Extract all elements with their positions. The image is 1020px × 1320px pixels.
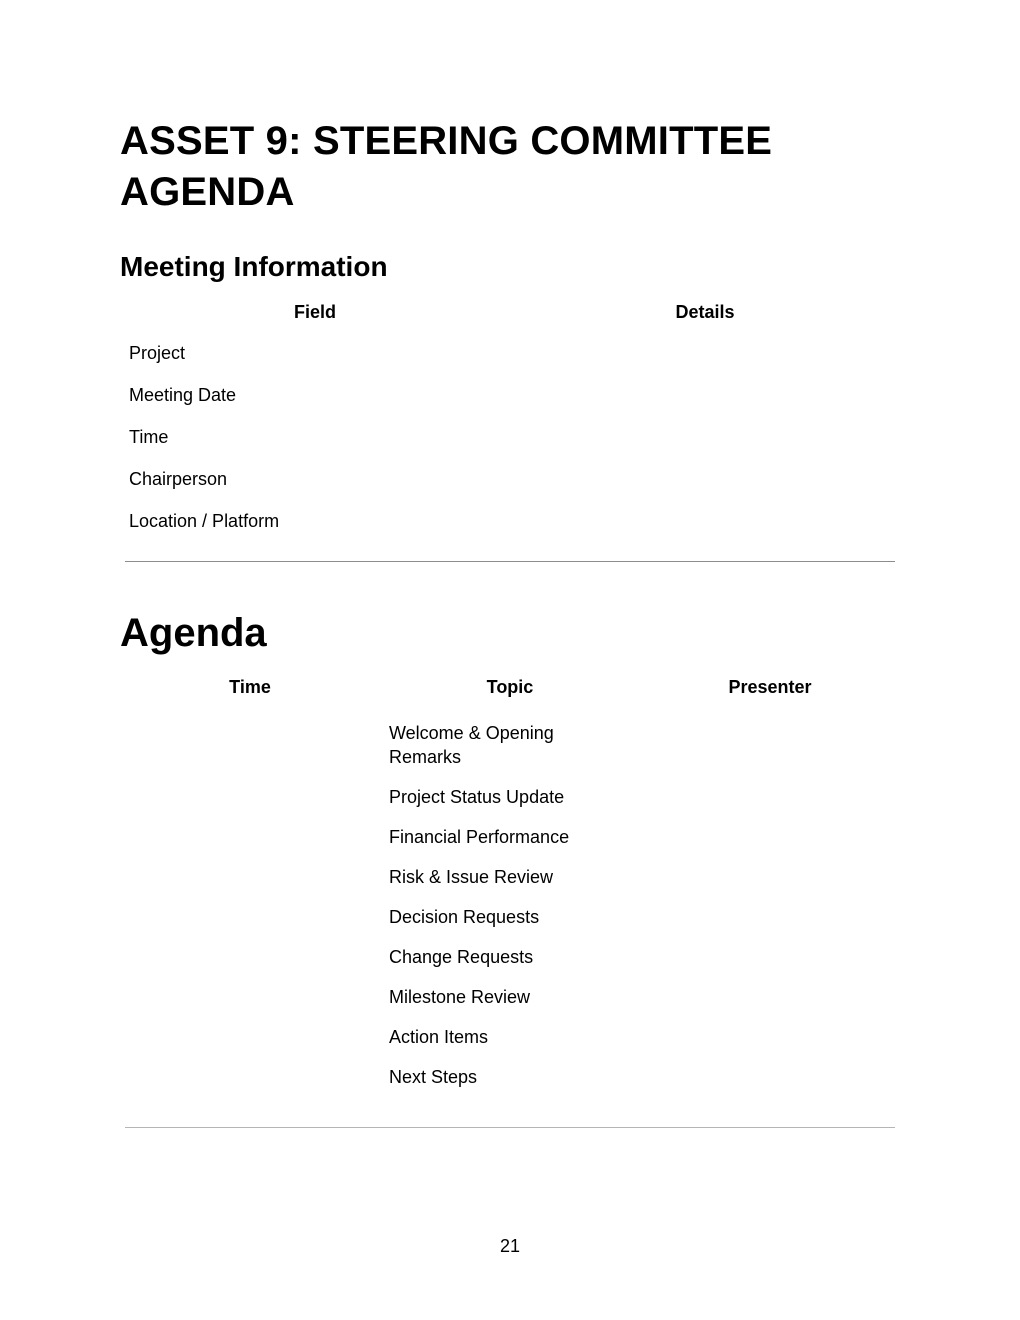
presenter-cell: [640, 1009, 900, 1049]
column-header-topic: Topic: [486, 677, 534, 697]
agenda-table: [120, 677, 900, 1089]
column-header-presenter: Presenter: [728, 677, 812, 697]
details-cell: [510, 458, 900, 500]
topic-cell: [380, 703, 640, 769]
presenter-cell: [640, 809, 900, 849]
table-row: [120, 416, 900, 458]
meeting-information-table: [120, 302, 900, 542]
topic-text: Next Steps: [389, 1067, 478, 1087]
topic-cell: [380, 889, 640, 929]
presenter-cell: [640, 1049, 900, 1089]
time-cell: [120, 969, 380, 1009]
time-cell: [120, 703, 380, 769]
topic-text: Risk & Issue Review: [389, 867, 554, 887]
field-cell: Chairperson: [129, 469, 228, 489]
time-cell: [120, 889, 380, 929]
column-header-details: Details: [675, 302, 735, 322]
field-cell: Time: [129, 427, 169, 447]
presenter-cell: [640, 969, 900, 1009]
table-row: [120, 703, 900, 769]
topic-text: Decision Requests: [389, 907, 540, 927]
table-row: [120, 328, 900, 374]
time-cell: [120, 849, 380, 889]
document-title: ASSET 9: STEERING COMMITTEE AGENDA: [120, 119, 773, 214]
topic-text: Financial Performance: [389, 827, 570, 847]
table-row: [120, 458, 900, 500]
table-row: [120, 969, 900, 1009]
field-cell: Location / Platform: [129, 511, 280, 531]
topic-text: Welcome & Opening Remarks: [389, 723, 554, 767]
presenter-cell: [640, 929, 900, 969]
table-header-row: [120, 302, 900, 328]
table-row: [120, 1049, 900, 1089]
details-cell: [510, 328, 900, 374]
column-header-field: Field: [293, 302, 336, 322]
details-cell: [510, 500, 900, 542]
presenter-cell: [640, 889, 900, 929]
time-cell: [120, 1009, 380, 1049]
topic-cell: [380, 1009, 640, 1049]
topic-cell: [380, 969, 640, 1009]
table-row: [120, 374, 900, 416]
table-row: [120, 769, 900, 809]
details-cell: [510, 374, 900, 416]
table-row: [120, 500, 900, 542]
field-cell: Project: [129, 343, 186, 363]
field-cell: Meeting Date: [129, 385, 237, 405]
table-row: [120, 809, 900, 849]
time-cell: [120, 929, 380, 969]
presenter-cell: [640, 849, 900, 889]
topic-cell: [380, 809, 640, 849]
time-cell: [120, 809, 380, 849]
topic-cell: [380, 849, 640, 889]
presenter-cell: [640, 703, 900, 769]
details-cell: [510, 416, 900, 458]
column-header-time: Time: [229, 677, 271, 697]
topic-text: Action Items: [389, 1027, 489, 1047]
table-row: [120, 929, 900, 969]
presenter-cell: [640, 769, 900, 809]
topic-text: Milestone Review: [389, 987, 531, 1007]
topic-text: Project Status Update: [389, 787, 565, 807]
topic-cell: [380, 1049, 640, 1089]
time-cell: [120, 1049, 380, 1089]
table-row: [120, 889, 900, 929]
horizontal-divider: [125, 561, 895, 562]
page-number: 21: [499, 1236, 521, 1256]
topic-text: Change Requests: [389, 947, 534, 967]
agenda-heading: Agenda: [120, 611, 267, 655]
horizontal-divider: [125, 1127, 895, 1128]
topic-cell: [380, 769, 640, 809]
table-header-row: [120, 677, 900, 703]
meeting-information-heading: Meeting Information: [120, 251, 388, 282]
time-cell: [120, 769, 380, 809]
table-row: [120, 1009, 900, 1049]
topic-cell: [380, 929, 640, 969]
table-row: [120, 849, 900, 889]
